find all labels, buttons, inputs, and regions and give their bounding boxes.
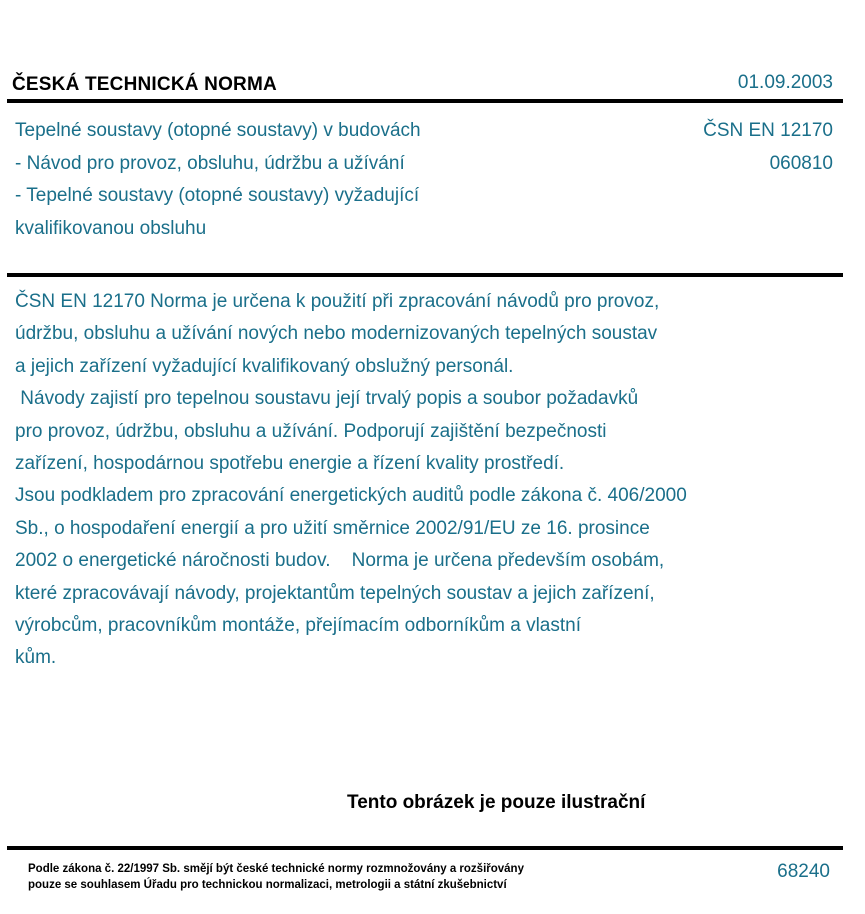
description-line: 2002 o energetické náročnosti budov. Norma je určena především osobám, (15, 550, 665, 572)
footer-divider (7, 846, 843, 850)
standard-description (15, 286, 805, 675)
standard-code: ČSN EN 12170 (703, 120, 833, 141)
illustration-notice: Tento obrázek je pouze ilustrační (347, 792, 646, 813)
description-line: údržbu, obsluhu a užívání nových nebo modernizovaných tepelných soustav (15, 323, 658, 345)
description-line: pro provoz, údržbu, obsluhu a užívání. Podporují zajištění bezpečnosti (15, 420, 607, 442)
copyright-line: Podle zákona č. 22/1997 Sb. smějí být české technické normy rozmnožovány a rozšiřovány (28, 863, 524, 875)
standard-title-line: - Tepelné soustavy (otopné soustavy) vyžadující (15, 185, 420, 206)
copyright-line: pouze se souhlasem Úřadu pro technickou normalizaci, metrologii a státní zkušebnictví (28, 878, 507, 891)
standard-codes (703, 115, 833, 180)
description-line: ČSN EN 12170 Norma je určena k použití při zpracování návodů pro provoz, (15, 291, 660, 312)
description-line: Návody zajistí pro tepelnou soustavu její trvalý popis a soubor požadavků (15, 388, 639, 410)
copyright-notice (28, 862, 524, 893)
description-line: kům. (15, 647, 57, 669)
class-number: 060810 (769, 152, 833, 174)
standard-title (15, 115, 575, 245)
standard-title-line: Tepelné soustavy (otopné soustavy) v budovách (15, 120, 421, 141)
description-line: které zpracovávají návody, projektantům tepelných soustav a jejich zařízení, (15, 582, 655, 604)
description-line: Sb., o hospodaření energií a pro užití směrnice 2002/91/EU ze 16. prosince (15, 517, 650, 539)
header-divider (7, 99, 843, 103)
section-divider (7, 273, 843, 277)
standard-title-line: kvalifikovanou obsluhu (15, 217, 207, 239)
description-line: výrobcům, pracovníkům montáže, přejímacím odborníkům a vlastní (15, 615, 582, 637)
description-line: zařízení, hospodárnou spotřebu energie a řízení kvality prostředí. (15, 453, 565, 475)
standard-title-line: - Návod pro provoz, obsluhu, údržbu a užívání (15, 152, 405, 174)
document-id: 68240 (777, 861, 830, 882)
header-title: ČESKÁ TECHNICKÁ NORMA (12, 74, 277, 95)
description-line: a jejich zařízení vyžadující kvalifikovaný obslužný personál. (15, 355, 514, 377)
header-date: 01.09.2003 (737, 72, 833, 93)
description-line: Jsou podkladem pro zpracování energetických auditů podle zákona č. 406/2000 (15, 485, 687, 507)
